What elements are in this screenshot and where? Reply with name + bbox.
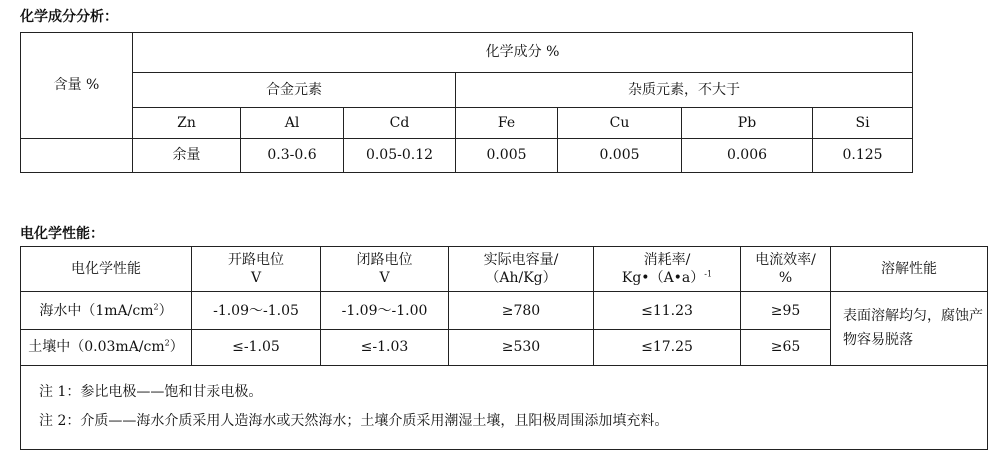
element-header: Cd	[344, 108, 456, 139]
element-value: 0.005	[558, 139, 682, 173]
electrochemical-table	[20, 246, 988, 450]
header-capacity: 实际电容量/ （Ah/Kg）	[449, 247, 594, 292]
element-header: Cu	[558, 108, 682, 139]
element-value: 0.3-0.6	[241, 139, 344, 173]
note-2: 注 2：介质——海水介质采用人造海水或天然海水；土壤介质采用潮湿土壤，且阳极周围添加填充料。	[39, 413, 669, 430]
header-open-circuit: 开路电位 V	[192, 247, 321, 292]
element-value: 0.005	[456, 139, 558, 173]
section-heading-electrochemical: 电化学性能：	[20, 226, 104, 242]
element-header: Si	[813, 108, 913, 139]
content-label: 含量 %	[21, 33, 133, 139]
dissolution-value: 表面溶解均匀，腐蚀产物容易脱落	[831, 292, 988, 365]
header-dissolution: 溶解性能	[831, 247, 988, 292]
open-circuit-value: ≤-1.05	[192, 330, 321, 365]
header-property: 电化学性能	[21, 247, 192, 292]
chemical-composition-table	[20, 32, 913, 173]
notes-cell	[21, 365, 988, 449]
element-value: 0.006	[682, 139, 813, 173]
header-closed-circuit: 闭路电位 V	[321, 247, 449, 292]
element-value: 0.05-0.12	[344, 139, 456, 173]
medium-seawater: 海水中$(1mA/cm^2)$	[21, 292, 192, 330]
medium-soil: 土壤中$(0.03mA/cm^2)$	[21, 330, 192, 365]
composition-group-title: 化学成分 %	[133, 33, 913, 73]
open-circuit-value: -1.09～-1.05	[192, 292, 321, 330]
element-header: Zn	[133, 108, 241, 139]
element-header: Pb	[682, 108, 813, 139]
header-efficiency: 电流效率/ %	[741, 247, 831, 292]
element-value: 余量	[133, 139, 241, 173]
capacity-value: ≥530	[449, 330, 594, 365]
element-value: 0.125	[813, 139, 913, 173]
efficiency-value: ≥95	[741, 292, 831, 330]
header-consumption: 消耗率/ Kg•（A•a）$^{-1}$	[594, 247, 741, 292]
capacity-value: ≥780	[449, 292, 594, 330]
element-header: Fe	[456, 108, 558, 139]
empty-cell	[21, 139, 133, 173]
impurity-elements-label: 杂质元素，不大于	[456, 73, 913, 108]
efficiency-value: ≥65	[741, 330, 831, 365]
section-heading-chemical: 化学成分分析：	[20, 9, 118, 25]
consumption-value: ≤17.25	[594, 330, 741, 365]
note-1: 注 1：参比电极——饱和甘汞电极。	[39, 384, 263, 401]
closed-circuit-value: ≤-1.03	[321, 330, 449, 365]
alloy-elements-label: 合金元素	[133, 73, 456, 108]
element-header: Al	[241, 108, 344, 139]
closed-circuit-value: -1.09～-1.00	[321, 292, 449, 330]
consumption-value: ≤11.23	[594, 292, 741, 330]
